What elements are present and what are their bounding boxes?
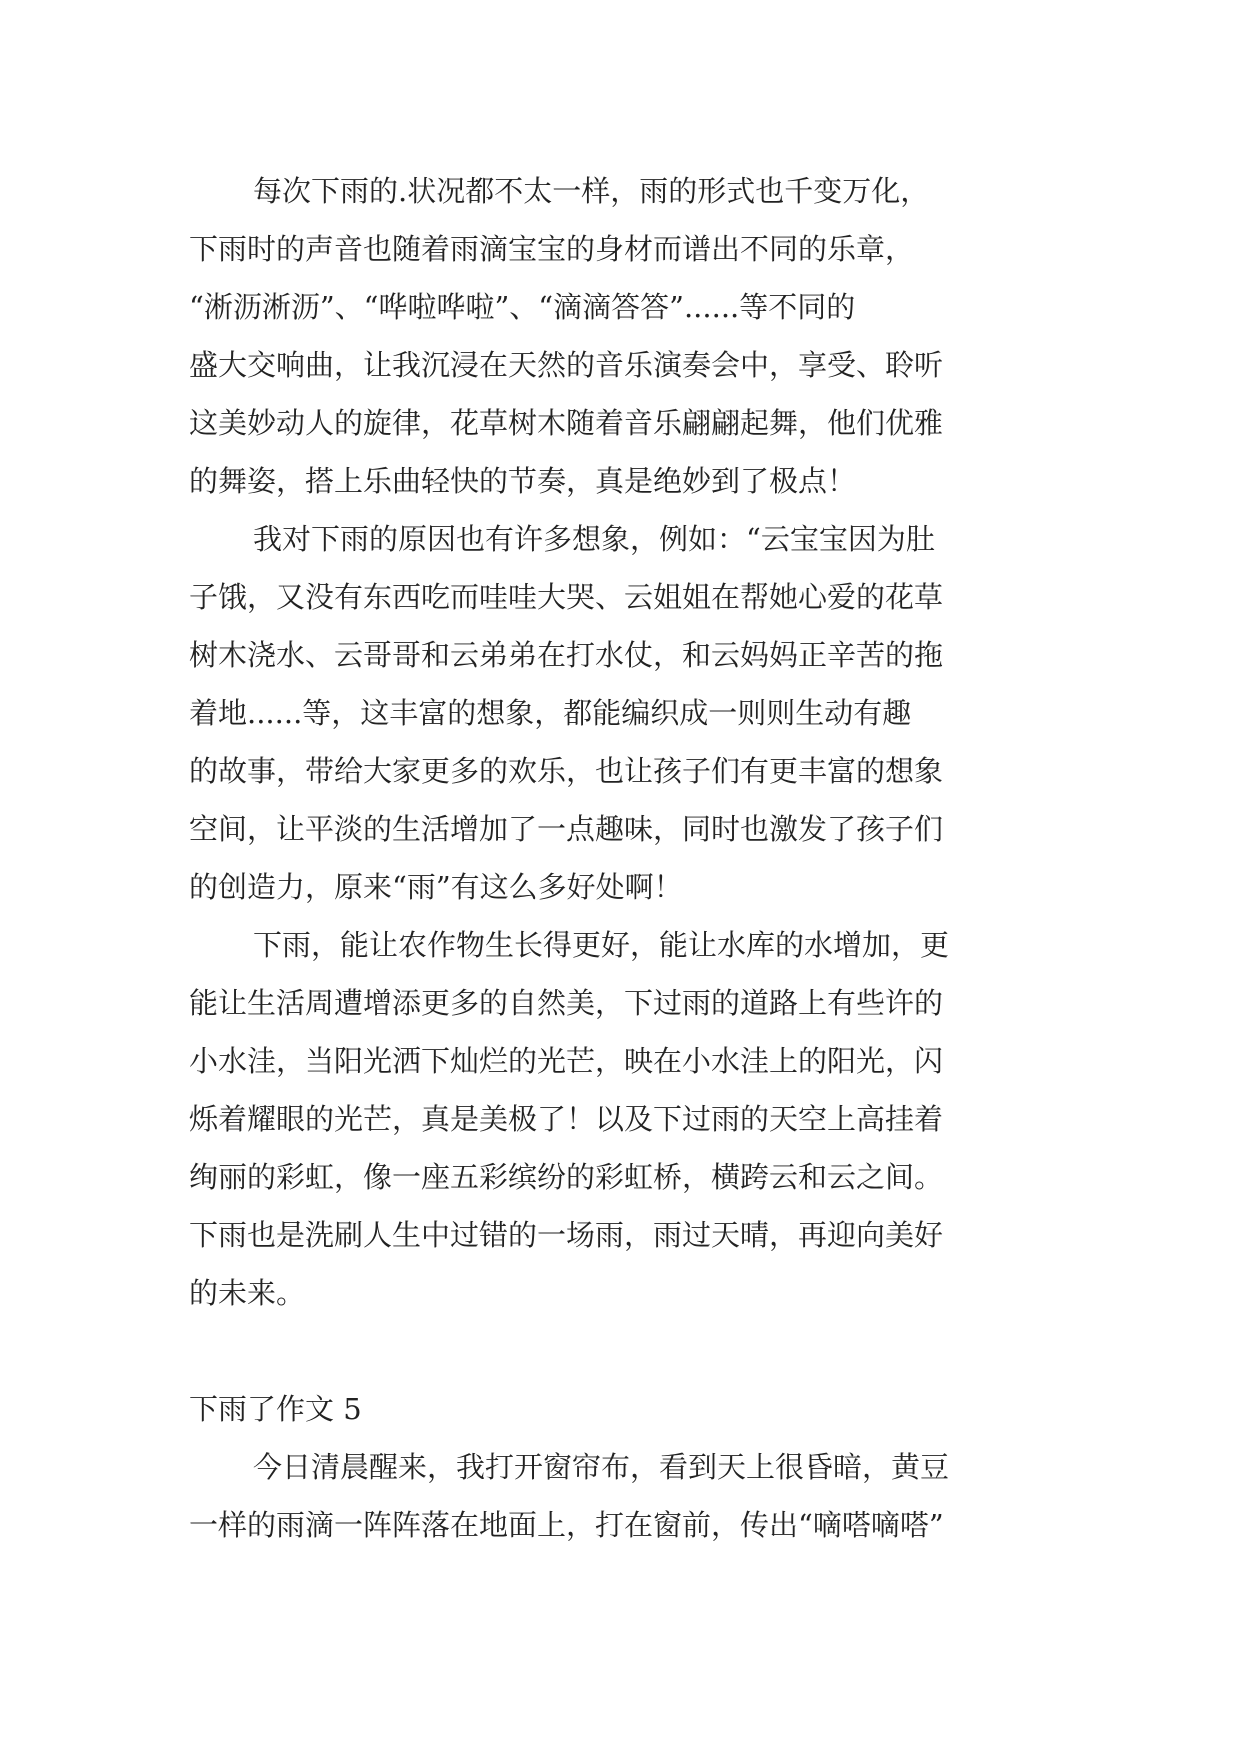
text-line: 我对下雨的原因也有许多想象，例如：“云宝宝因为肚 xyxy=(253,522,935,556)
text-line: 下雨也是洗刷人生中过错的一场雨，雨过天晴，再迎向美好 xyxy=(189,1218,944,1252)
text-line: 下雨时的声音也随着雨滴宝宝的身材而谱出不同的乐章， xyxy=(189,232,915,266)
text-line: 着地......等，这丰富的想象，都能编织成一则则生动有趣 xyxy=(189,696,912,730)
text-line: 烁着耀眼的光芒，真是美极了！以及下过雨的天空上高挂着 xyxy=(189,1102,944,1136)
text-line: 的舞姿，搭上乐曲轻快的节奏，真是绝妙到了极点！ xyxy=(189,464,857,498)
text-line: 今日清晨醒来，我打开窗帘布，看到天上很昏暗，黄豆 xyxy=(253,1450,950,1484)
paragraph xyxy=(189,510,1069,916)
text-line: 能让生活周遭增添更多的自然美，下过雨的道路上有些许的 xyxy=(189,986,944,1020)
paragraph xyxy=(189,1438,1069,1554)
text-line: 下雨，能让农作物生长得更好，能让水库的水增加，更 xyxy=(253,928,950,962)
blank-line xyxy=(189,1322,1069,1380)
text-line: “淅沥淅沥”、“哗啦哗啦”、“滴滴答答”......等不同的 xyxy=(189,290,856,324)
paragraph xyxy=(189,162,1069,510)
text-line: 子饿，又没有东西吃而哇哇大哭、云姐姐在帮她心爱的花草 xyxy=(189,580,944,614)
text-line: 空间，让平淡的生活增加了一点趣味，同时也激发了孩子们 xyxy=(189,812,944,846)
text-line: 一样的雨滴一阵阵落在地面上，打在窗前，传出“嘀嗒嘀嗒” xyxy=(189,1508,944,1542)
text-line: 盛大交响曲，让我沉浸在天然的音乐演奏会中，享受、聆听 xyxy=(189,348,944,382)
section-title: 下雨了作文 5 xyxy=(189,1392,362,1426)
document-body xyxy=(189,162,1069,1554)
text-line: 这美妙动人的旋律，花草树木随着音乐翩翩起舞，他们优雅 xyxy=(189,406,944,440)
text-line: 的故事，带给大家更多的欢乐，也让孩子们有更丰富的想象 xyxy=(189,754,944,788)
text-line: 树木浇水、云哥哥和云弟弟在打水仗，和云妈妈正辛苦的拖 xyxy=(189,638,944,672)
text-line: 的创造力，原来“雨”有这么多好处啊！ xyxy=(189,870,683,904)
text-line: 每次下雨的.状况都不太一样，雨的形式也千变万化， xyxy=(253,174,930,208)
paragraph xyxy=(189,916,1069,1322)
text-line: 的未来。 xyxy=(189,1276,306,1310)
text-line: 小水洼，当阳光洒下灿烂的光芒，映在小水洼上的阳光，闪 xyxy=(189,1044,944,1078)
text-line: 绚丽的彩虹，像一座五彩缤纷的彩虹桥，横跨云和云之间。 xyxy=(189,1160,944,1194)
